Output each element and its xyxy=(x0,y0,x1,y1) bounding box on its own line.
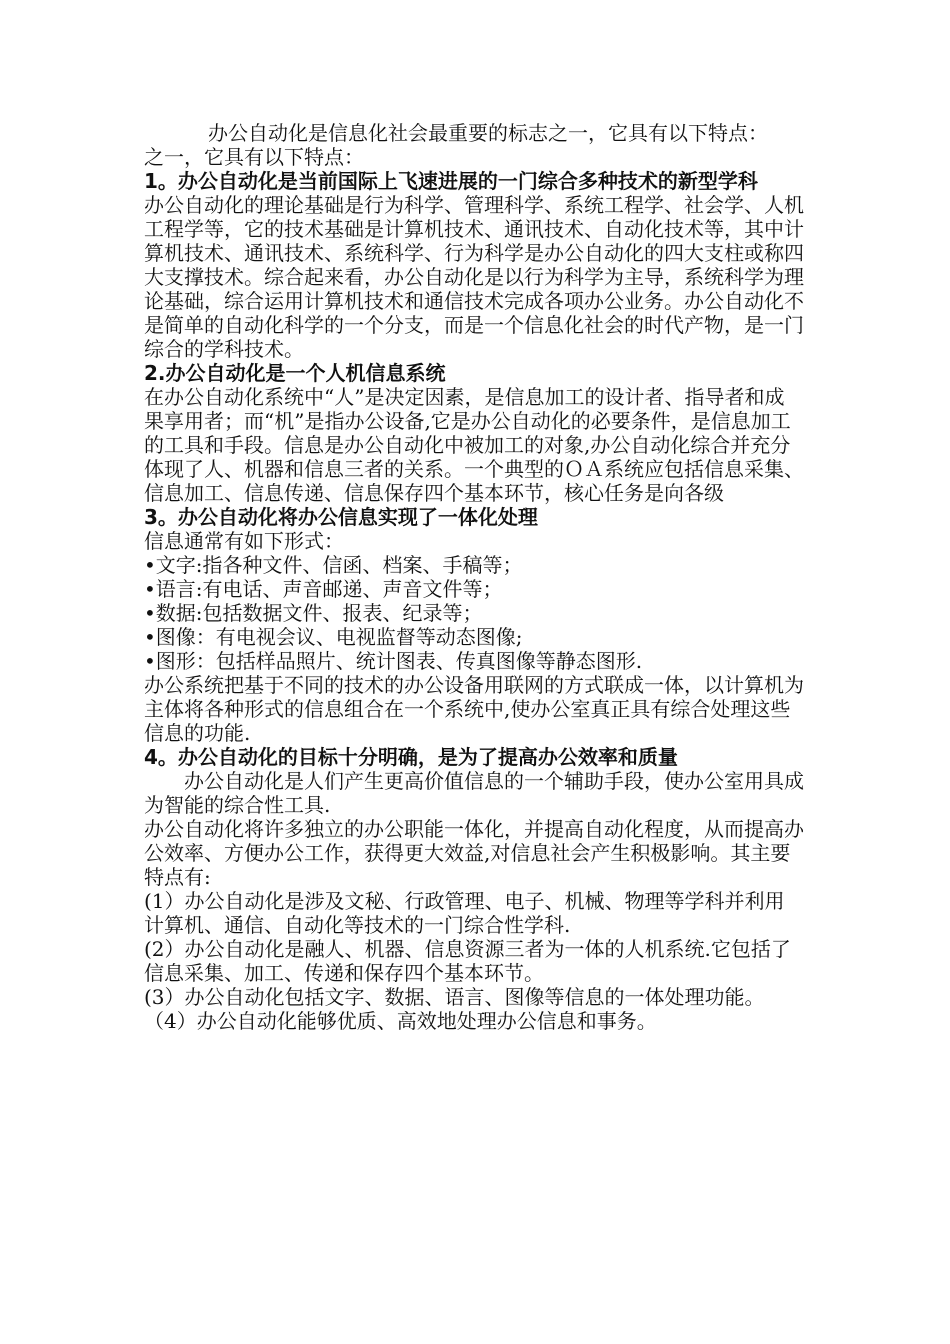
feature-point-4: （4）办公自动化能够优质、高效地处理办公信息和事务。 xyxy=(144,1009,657,1033)
feature-point-2: (2）办公自动化是融人、机器、信息资源三者为一体的人机系统.它包括了信息采集、加工、传递和保存四个基本环节。 xyxy=(144,937,791,985)
section-2-body: 在办公自动化系统中“人”是决定因素，是信息加工的设计者、指导者和成果享用者；而“机”是指办公设备,它是办公自动化的必要条件，是信息加工的工具和手段。信息是办公自动化中被加工的对象,办公自动化综合并充分体现了人、机器和信息三者的关系。一个典型的ＯＡ系统应包括信息采集、信息加工、信息传递、信息保存四个基本环节，核心任务是向各级 xyxy=(144,385,804,505)
section-4-heading: 4。办公自动化的目标十分明确，是为了提高办公效率和质量 xyxy=(144,745,678,769)
section-4-body-2: 办公自动化将许多独立的办公职能一体化，并提高自动化程度，从而提高办公效率、方便办公工作，获得更大效益,对信息社会产生积极影响。其主要特点有: xyxy=(144,817,804,889)
section-3-body: 办公系统把基于不同的技术的办公设备用联网的方式联成一体，以计算机为主体将各种形式的信息组合在一个系统中,使办公室真正具有综合处理这些信息的功能. xyxy=(144,673,804,745)
feature-point-3: (3）办公自动化包括文字、数据、语言、图像等信息的一体处理功能。 xyxy=(144,985,765,1009)
bullet-item-graphic: •图形：包括样品照片、统计图表、传真图像等静态图形. xyxy=(144,649,643,673)
feature-point-1: (1）办公自动化是涉及文秘、行政管理、电子、机械、物理等学科并利用计算机、通信、自动化等技术的一门综合性学科. xyxy=(144,889,785,937)
bullet-item-voice: •语言:有电话、声音邮递、声音文件等； xyxy=(144,577,503,601)
intro-paragraph: 办公自动化是信息化社会最重要的标志之一，它具有以下特点： xyxy=(208,121,768,145)
section-3-lead: 信息通常有如下形式： xyxy=(144,529,344,553)
section-1-body: 办公自动化的理论基础是行为科学、管理科学、系统工程学、社会学、人机工程学等，它的技术基础是计算机技术、通讯技术、自动化技术等，其中计算机技术、通讯技术、系统科学、行为科学是办公自动化的四大支柱或称四大支撑技术。综合起来看，办公自动化是以行为科学为主导，系统科学为理论基础，综合运用计算机技术和通信技术完成各项办公业务。办公自动化不是简单的自动化科学的一个分支，而是一个信息化社会的时代产物，是一门综合的学科技术。 xyxy=(144,193,804,361)
intro-repeat-line: 之一，它具有以下特点： xyxy=(144,145,364,169)
section-3-heading: 3。办公自动化将办公信息实现了一体化处理 xyxy=(144,505,538,529)
bullet-item-text: •文字:指各种文件、信函、档案、手稿等； xyxy=(144,553,523,577)
section-4-body-1: 办公自动化是人们产生更高价值信息的一个辅助手段，使办公室用具成为智能的综合性工具. xyxy=(144,769,804,817)
section-1-heading: 1。办公自动化是当前国际上飞速进展的一门综合多种技术的新型学科 xyxy=(144,169,758,193)
section-2-heading: 2.办公自动化是一个人机信息系统 xyxy=(144,361,446,385)
bullet-item-image: •图像：有电视会议、电视监督等动态图像; xyxy=(144,625,523,649)
document-page xyxy=(144,121,804,1033)
bullet-item-data: •数据:包括数据文件、报表、纪录等； xyxy=(144,601,483,625)
